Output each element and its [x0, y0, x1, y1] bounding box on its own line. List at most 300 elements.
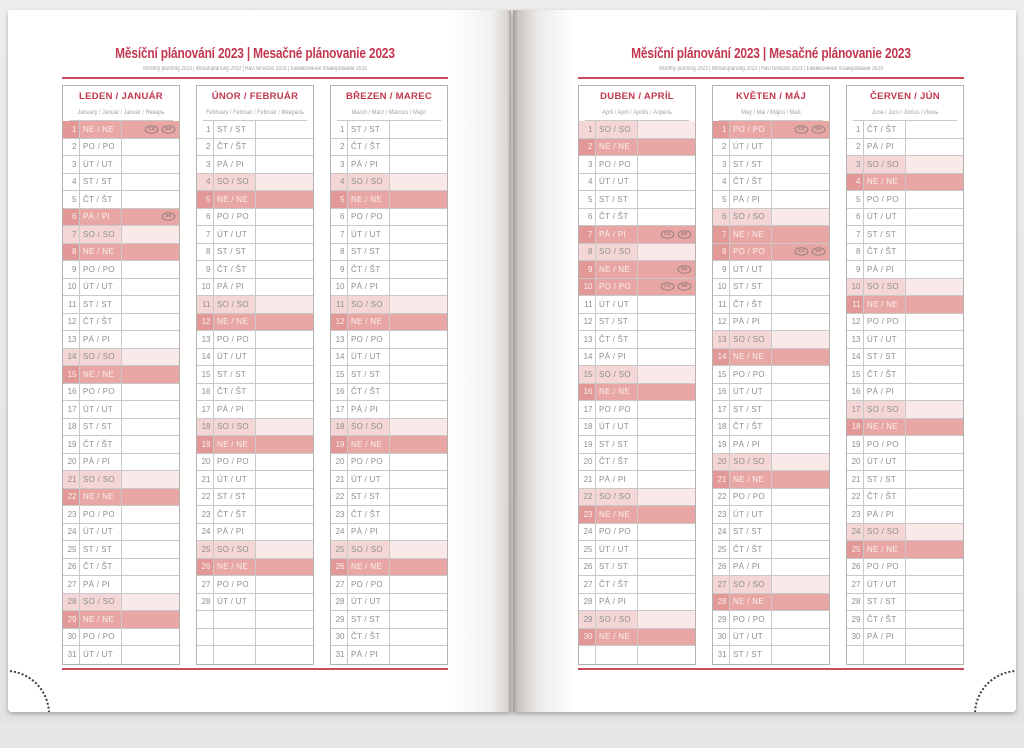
day-number: 23	[579, 506, 596, 523]
day-number: 2	[331, 139, 348, 156]
notes-cell	[256, 541, 313, 558]
day-row	[63, 489, 179, 507]
notes-cell	[638, 611, 695, 628]
day-number: 26	[579, 559, 596, 576]
day-number: 18	[331, 419, 348, 436]
day-row	[63, 646, 179, 664]
day-row	[331, 559, 447, 577]
notes-cell	[256, 331, 313, 348]
day-number: 8	[197, 244, 214, 261]
day-abbrev: PO / PO	[730, 244, 772, 261]
day-abbrev: ČT / ŠT	[348, 629, 390, 646]
day-row	[331, 174, 447, 192]
page-title: Měsíční plánování 2023 | Mesačné plánovanie 2023	[115, 46, 395, 62]
holiday-sk-icon: SK	[678, 230, 692, 238]
day-number: 3	[579, 156, 596, 173]
day-row	[713, 209, 829, 227]
notes-cell	[906, 506, 963, 523]
notes-cell	[772, 436, 829, 453]
day-abbrev: PÁ / PI	[80, 454, 122, 471]
day-abbrev: PO / PO	[348, 331, 390, 348]
day-number: 27	[331, 576, 348, 593]
day-row	[579, 419, 695, 437]
day-abbrev: ÚT / UT	[214, 349, 256, 366]
day-abbrev: NE / NE	[864, 174, 906, 191]
day-number: 16	[847, 384, 864, 401]
day-number: 29	[847, 611, 864, 628]
notes-cell	[122, 436, 179, 453]
notes-cell	[390, 559, 447, 576]
notes-cell	[638, 559, 695, 576]
day-number: 6	[331, 209, 348, 226]
day-row	[713, 419, 829, 437]
notes-cell	[256, 191, 313, 208]
day-abbrev: ČT / ŠT	[596, 331, 638, 348]
day-number: 15	[63, 366, 80, 383]
day-row	[713, 489, 829, 507]
notes-cell	[122, 156, 179, 173]
notes-cell	[122, 611, 179, 628]
notes-cell	[122, 524, 179, 541]
notes-cell	[772, 349, 829, 366]
day-abbrev: PO / PO	[864, 559, 906, 576]
day-number: 9	[713, 261, 730, 278]
day-number: 18	[63, 419, 80, 436]
notes-cell	[772, 646, 829, 664]
notes-cell	[638, 261, 695, 278]
day-row	[847, 296, 963, 314]
day-row	[847, 401, 963, 419]
notes-cell	[390, 489, 447, 506]
day-abbrev: PO / PO	[730, 121, 772, 138]
day-row	[63, 541, 179, 559]
day-abbrev: SO / SO	[214, 419, 256, 436]
day-number: 6	[197, 209, 214, 226]
blank-row	[197, 611, 313, 629]
notes-cell	[256, 121, 313, 138]
day-number: 17	[713, 401, 730, 418]
month-title: DUBEN / APRÍL	[600, 91, 674, 102]
notes-cell	[256, 489, 313, 506]
day-abbrev	[596, 646, 638, 664]
day-row	[713, 279, 829, 297]
day-abbrev: NE / NE	[348, 559, 390, 576]
notes-cell	[906, 121, 963, 138]
day-number: 1	[331, 121, 348, 138]
day-abbrev: ST / ST	[864, 226, 906, 243]
day-row	[197, 349, 313, 367]
day-abbrev: ČT / ŠT	[730, 174, 772, 191]
day-number: 14	[331, 349, 348, 366]
day-row	[197, 156, 313, 174]
notes-cell	[772, 611, 829, 628]
day-row	[847, 454, 963, 472]
notes-cell	[638, 244, 695, 261]
day-row	[331, 489, 447, 507]
day-abbrev: SO / SO	[864, 156, 906, 173]
notes-cell	[122, 261, 179, 278]
day-abbrev: PO / PO	[348, 209, 390, 226]
day-number: 4	[847, 174, 864, 191]
day-row	[331, 244, 447, 262]
day-abbrev: ČT / ŠT	[730, 541, 772, 558]
notes-cell	[122, 559, 179, 576]
notes-cell	[906, 454, 963, 471]
day-number: 31	[63, 646, 80, 664]
notes-cell	[390, 541, 447, 558]
day-abbrev: ST / ST	[730, 401, 772, 418]
day-number: 27	[713, 576, 730, 593]
notes-cell	[256, 139, 313, 156]
notes-cell	[638, 436, 695, 453]
notes-cell	[638, 576, 695, 593]
notes-cell	[638, 506, 695, 523]
day-row	[579, 541, 695, 559]
day-row	[847, 156, 963, 174]
day-number: 12	[197, 314, 214, 331]
day-row	[713, 244, 829, 262]
day-abbrev	[214, 646, 256, 664]
day-row	[847, 471, 963, 489]
day-abbrev: SO / SO	[80, 594, 122, 611]
day-row	[713, 156, 829, 174]
notes-cell	[772, 121, 829, 138]
day-abbrev: PO / PO	[214, 209, 256, 226]
day-number: 24	[197, 524, 214, 541]
day-number: 12	[847, 314, 864, 331]
day-abbrev: ST / ST	[214, 489, 256, 506]
day-number: 24	[63, 524, 80, 541]
notes-cell	[256, 419, 313, 436]
notes-cell	[256, 454, 313, 471]
day-number: 1	[63, 121, 80, 138]
day-abbrev: NE / NE	[80, 121, 122, 138]
month-column-duben	[578, 85, 696, 665]
day-number: 4	[579, 174, 596, 191]
day-number: 26	[63, 559, 80, 576]
day-abbrev: PO / PO	[214, 454, 256, 471]
notes-cell	[906, 489, 963, 506]
day-row	[579, 226, 695, 244]
day-row	[63, 121, 179, 139]
day-row	[63, 436, 179, 454]
notes-cell	[772, 506, 829, 523]
day-abbrev: PÁ / PI	[596, 594, 638, 611]
day-abbrev: NE / NE	[80, 366, 122, 383]
day-number	[197, 629, 214, 646]
notes-cell	[256, 261, 313, 278]
day-row	[63, 349, 179, 367]
notes-cell	[122, 541, 179, 558]
day-row	[579, 489, 695, 507]
month-title: LEDEN / JANUÁR	[79, 91, 163, 102]
notes-cell	[772, 629, 829, 646]
day-number: 26	[713, 559, 730, 576]
day-abbrev: ČT / ŠT	[864, 489, 906, 506]
notes-cell	[122, 646, 179, 664]
day-number: 5	[331, 191, 348, 208]
day-row	[197, 261, 313, 279]
day-row	[847, 594, 963, 612]
day-number: 6	[847, 209, 864, 226]
day-row	[713, 629, 829, 647]
day-abbrev: ST / ST	[348, 244, 390, 261]
day-row	[847, 436, 963, 454]
notes-cell	[256, 506, 313, 523]
day-row	[197, 226, 313, 244]
day-row	[713, 646, 829, 664]
notes-cell	[906, 629, 963, 646]
month-column-leden	[62, 85, 180, 665]
day-abbrev: SO / SO	[730, 209, 772, 226]
day-abbrev: SO / SO	[214, 296, 256, 313]
day-number: 25	[63, 541, 80, 558]
notes-cell	[256, 384, 313, 401]
holiday-cz-icon: CZ	[661, 230, 675, 238]
day-abbrev: PÁ / PI	[596, 349, 638, 366]
day-number: 17	[847, 401, 864, 418]
notes-cell	[638, 226, 695, 243]
day-row	[579, 349, 695, 367]
day-abbrev: ÚT / UT	[214, 471, 256, 488]
day-number: 23	[331, 506, 348, 523]
notes-cell	[638, 121, 695, 138]
day-number: 19	[63, 436, 80, 453]
notes-cell	[390, 279, 447, 296]
notes-cell	[122, 331, 179, 348]
day-number: 22	[331, 489, 348, 506]
notes-cell	[772, 139, 829, 156]
notes-cell	[122, 296, 179, 313]
day-row	[579, 156, 695, 174]
notes-cell	[906, 226, 963, 243]
notes-cell	[772, 314, 829, 331]
notes-cell	[906, 279, 963, 296]
day-number: 8	[847, 244, 864, 261]
day-row	[579, 279, 695, 297]
day-row	[197, 209, 313, 227]
day-row	[63, 594, 179, 612]
day-number: 18	[847, 419, 864, 436]
notes-cell	[256, 296, 313, 313]
day-number: 21	[579, 471, 596, 488]
day-number: 19	[847, 436, 864, 453]
day-row	[579, 576, 695, 594]
day-abbrev: PÁ / PI	[864, 261, 906, 278]
day-number: 10	[63, 279, 80, 296]
day-row	[579, 506, 695, 524]
day-number: 5	[579, 191, 596, 208]
notes-cell	[906, 331, 963, 348]
day-row	[63, 314, 179, 332]
day-row	[63, 331, 179, 349]
day-row	[579, 121, 695, 139]
notes-cell	[122, 349, 179, 366]
day-abbrev: ČT / ŠT	[214, 139, 256, 156]
day-abbrev: ST / ST	[214, 121, 256, 138]
day-abbrev: ST / ST	[864, 349, 906, 366]
day-number: 2	[847, 139, 864, 156]
day-abbrev: ÚT / UT	[348, 471, 390, 488]
day-abbrev: PO / PO	[80, 261, 122, 278]
day-abbrev: PO / PO	[864, 191, 906, 208]
day-row	[331, 191, 447, 209]
day-abbrev: NE / NE	[348, 314, 390, 331]
notes-cell	[122, 226, 179, 243]
notes-cell	[256, 646, 313, 664]
notes-cell	[638, 191, 695, 208]
day-row	[331, 279, 447, 297]
day-row	[579, 454, 695, 472]
notes-cell	[122, 401, 179, 418]
notes-cell	[638, 541, 695, 558]
day-row	[847, 506, 963, 524]
day-abbrev: ÚT / UT	[214, 594, 256, 611]
notes-cell	[122, 244, 179, 261]
notes-cell	[638, 489, 695, 506]
day-abbrev: SO / SO	[864, 524, 906, 541]
notes-cell	[638, 401, 695, 418]
day-row	[579, 174, 695, 192]
day-row	[847, 541, 963, 559]
day-row	[847, 419, 963, 437]
day-abbrev: PÁ / PI	[348, 646, 390, 664]
day-row	[713, 594, 829, 612]
day-number: 9	[63, 261, 80, 278]
day-number: 3	[331, 156, 348, 173]
notes-cell	[772, 401, 829, 418]
day-number: 19	[331, 436, 348, 453]
day-row	[197, 331, 313, 349]
day-row	[579, 436, 695, 454]
day-number: 23	[847, 506, 864, 523]
day-abbrev: SO / SO	[730, 331, 772, 348]
day-abbrev: ST / ST	[80, 541, 122, 558]
day-number: 20	[197, 454, 214, 471]
day-abbrev: NE / NE	[348, 436, 390, 453]
day-row	[847, 576, 963, 594]
day-number	[197, 646, 214, 664]
day-number: 22	[197, 489, 214, 506]
day-row	[579, 559, 695, 577]
day-number: 7	[63, 226, 80, 243]
day-abbrev: SO / SO	[730, 454, 772, 471]
day-number: 9	[579, 261, 596, 278]
day-number: 1	[713, 121, 730, 138]
day-number: 8	[331, 244, 348, 261]
day-number	[847, 646, 864, 664]
day-row	[713, 559, 829, 577]
holiday-sk-icon: SK	[162, 213, 176, 221]
day-number: 5	[63, 191, 80, 208]
day-row	[579, 611, 695, 629]
day-number: 13	[579, 331, 596, 348]
day-abbrev: ČT / ŠT	[80, 559, 122, 576]
day-number: 2	[197, 139, 214, 156]
day-abbrev: ST / ST	[596, 314, 638, 331]
day-row	[331, 611, 447, 629]
holiday-sk-icon: SK	[812, 248, 826, 256]
day-abbrev: ST / ST	[730, 646, 772, 664]
day-row	[847, 314, 963, 332]
notes-cell	[390, 454, 447, 471]
day-abbrev: NE / NE	[864, 296, 906, 313]
day-number: 25	[713, 541, 730, 558]
day-row	[331, 629, 447, 647]
day-row	[579, 384, 695, 402]
day-row	[847, 226, 963, 244]
day-row	[713, 331, 829, 349]
day-abbrev: PÁ / PI	[730, 314, 772, 331]
day-row	[579, 524, 695, 542]
day-number: 31	[713, 646, 730, 664]
notes-cell	[390, 191, 447, 208]
day-row	[197, 244, 313, 262]
month-column-brezen	[330, 85, 448, 665]
day-number: 21	[197, 471, 214, 488]
notes-cell	[906, 296, 963, 313]
day-row	[847, 559, 963, 577]
day-number: 20	[331, 454, 348, 471]
day-number: 20	[713, 454, 730, 471]
day-abbrev: NE / NE	[596, 384, 638, 401]
notes-cell	[390, 384, 447, 401]
month-subtitle: June / Juni / Június / Июнь	[853, 107, 957, 121]
day-row	[197, 594, 313, 612]
day-number: 15	[713, 366, 730, 383]
day-row	[197, 314, 313, 332]
notes-cell	[772, 419, 829, 436]
day-abbrev: PO / PO	[596, 401, 638, 418]
notes-cell	[122, 279, 179, 296]
notes-cell	[906, 384, 963, 401]
day-abbrev: SO / SO	[348, 541, 390, 558]
day-row	[331, 419, 447, 437]
day-abbrev: SO / SO	[596, 366, 638, 383]
months-container-right	[578, 85, 964, 665]
day-number: 17	[331, 401, 348, 418]
day-abbrev: ÚT / UT	[596, 174, 638, 191]
day-abbrev: PO / PO	[730, 611, 772, 628]
day-number: 22	[713, 489, 730, 506]
day-number: 17	[579, 401, 596, 418]
month-column-cerven	[846, 85, 964, 665]
notes-cell	[906, 174, 963, 191]
day-number: 8	[63, 244, 80, 261]
notes-cell	[772, 594, 829, 611]
notes-cell	[122, 121, 179, 138]
notes-cell	[390, 419, 447, 436]
day-row	[713, 541, 829, 559]
day-row	[197, 524, 313, 542]
notes-cell	[772, 191, 829, 208]
notes-cell	[122, 314, 179, 331]
day-number: 3	[847, 156, 864, 173]
notes-cell	[772, 524, 829, 541]
day-abbrev: NE / NE	[730, 471, 772, 488]
notes-cell	[638, 471, 695, 488]
day-row	[63, 611, 179, 629]
day-abbrev: ČT / ŠT	[80, 436, 122, 453]
day-row	[847, 331, 963, 349]
day-abbrev: SO / SO	[730, 576, 772, 593]
notes-cell	[122, 454, 179, 471]
day-number: 1	[197, 121, 214, 138]
day-number	[197, 611, 214, 628]
notes-cell	[638, 646, 695, 664]
day-number: 24	[331, 524, 348, 541]
day-number: 29	[579, 611, 596, 628]
